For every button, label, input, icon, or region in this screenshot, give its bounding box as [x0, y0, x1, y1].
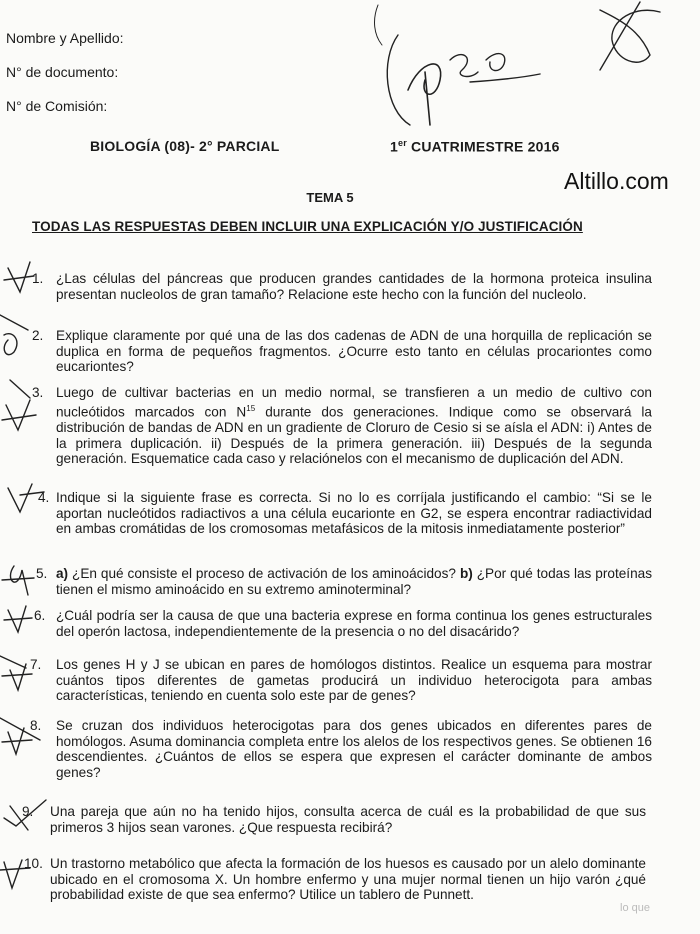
- question-5: [56, 566, 652, 597]
- question-3: [56, 385, 652, 467]
- question-number: 5.: [36, 566, 48, 581]
- grade-mark: [387, 35, 410, 125]
- question-number: 7.: [30, 657, 42, 672]
- question-2: Explique claramente por qué una de las dos cadenas de ADN de una horquilla de replicación se duplica en forma de pequeños fragmentos. ¿Ocurre esto tanto en células procariontes como eucariontes?: [56, 328, 652, 375]
- question-number: 6.: [34, 608, 46, 623]
- term-number: 1: [390, 138, 398, 155]
- question-number: 2.: [32, 328, 44, 343]
- margin-mark: [4, 262, 34, 292]
- question-5-b-text: ¿Por qué todas las proteínas tienen el mismo aminoácido en su extremo aminoterminal?: [56, 566, 652, 597]
- faint-footer-text: lo que: [620, 902, 650, 914]
- question-5-a-label: a): [56, 566, 69, 581]
- signature-mark: [600, 10, 660, 62]
- name-field-label: Nombre y Apellido:: [6, 30, 124, 46]
- question-number: 1.: [32, 271, 44, 286]
- question-3-text-a: Luego de cultivar bacterias en un medio normal, se transfieren a un medio de cultivo con nucleótidos marcados con N: [56, 385, 652, 420]
- term-label: CUATRIMESTRE 2016: [411, 138, 560, 155]
- margin-mark: [0, 315, 28, 355]
- margin-mark: [2, 566, 34, 595]
- question-9: Una pareja que aún no ha tenido hijos, consulta acerca de cuál es la probabilidad de que sus primeros 3 hijos sean varones. ¿Que respuesta recibirá?: [50, 804, 646, 835]
- question-10: Un trastorno metabólico que afecta la formación de los huesos es causado por un alelo dominante ubicado en el cromosoma X. Un hombre enfermo y una mujer normal tienen un hijo varón ¿qué probabilidad existe de que sea enfermo? Utilice un tablero de Punnett.: [50, 856, 646, 903]
- margin-mark: [0, 656, 32, 690]
- instructions-heading: TODAS LAS RESPUESTAS DEBEN INCLUIR UNA EXPLICACIÓN Y/O JUSTIFICACIÓN: [32, 219, 583, 234]
- altillo-watermark: Altillo.com: [564, 168, 669, 194]
- question-5-a-text: ¿En qué consiste el proceso de activación de los aminoácidos?: [68, 566, 460, 581]
- question-7: Los genes H y J se ubican en pares de homólogos distintos. Realice un esquema para mostrar cuántos tipos diferentes de gametas producirá un individuo heterocigota para ambas características, teniendo en cuenta solo este par de genes?: [56, 657, 652, 704]
- grade-digits: [408, 64, 441, 125]
- question-number: 4.: [38, 490, 50, 505]
- question-4: Indique si la siguiente frase es correcta. Si no lo es corríjala justificando el cambio: “Si se le aportan nucleótidos radiactivos a una célula eucarionte en G2, se espera encontrar radiactividad en ambas cromátidas de los cromosomas metafásicos de la mitosis inmediatamente posterior”: [56, 490, 652, 537]
- question-number: 8.: [30, 718, 42, 733]
- question-5-b-label: b): [459, 566, 473, 581]
- term-title: [390, 138, 560, 155]
- question-number: 3.: [32, 385, 44, 400]
- document-field-label: N° de documento:: [6, 64, 119, 80]
- tema-label: TEMA 5: [306, 190, 354, 205]
- question-number: 9.: [22, 804, 34, 819]
- question-number: 10.: [24, 856, 43, 871]
- question-6: ¿Cuál podría ser la causa de que una bacteria exprese en forma continua los genes estructurales del operón lactosa, independientemente de la presencia o no del disacárido?: [56, 608, 652, 639]
- term-superscript: er: [398, 138, 407, 148]
- question-8: Se cruzan dos individuos heterocigotas para dos genes ubicados en diferentes pares de homólogos. Asuma dominancia completa entre los alelos de los respectivos genes. Se obtienen 16 descendientes. ¿Cuántos de ellos se espera que expresen el carácter dominante de ambos genes?: [56, 718, 652, 781]
- question-3-text-b: durante dos generaciones. Indique como se observará la distribución de bandas de ADN en un gradiente de Cloruro de Cesio si se aísla el ADN: i) Antes de la primera duplicación. ii) Después de la primera generación. iii) Después de la segunda generación. Esquematice cada caso y relaciónelos con el mecanismo de duplicación del ADN.: [56, 404, 652, 467]
- course-title: BIOLOGÍA (08)- 2° PARCIAL: [90, 138, 280, 154]
- question-3-superscript: 15: [246, 403, 256, 413]
- question-1: ¿Las células del páncreas que producen grandes cantidades de la hormona proteica insulina presentan nucleolos de gran tamaño? Relacione este hecho con la función del nucleolo.: [56, 271, 652, 302]
- margin-mark: [4, 606, 32, 632]
- commission-field-label: N° de Comisión:: [6, 98, 108, 114]
- margin-mark: [2, 380, 36, 430]
